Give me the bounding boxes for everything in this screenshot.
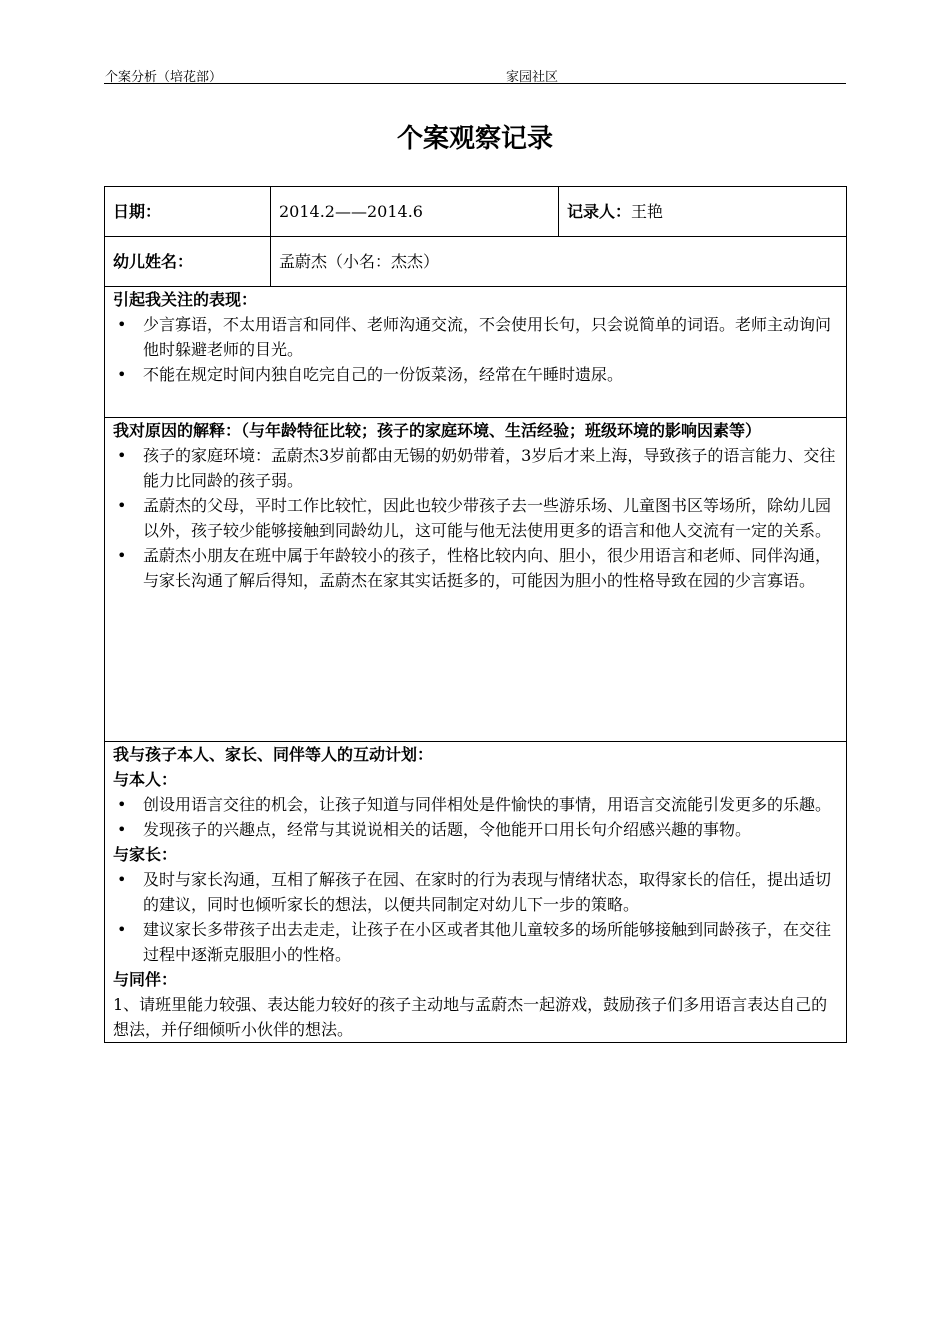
concern-title: 引起我关注的表现： (113, 290, 258, 309)
plan-row (105, 742, 847, 1043)
list-item: • 不能在规定时间内独自吃完自己的一份饭菜汤，经常在午睡时遗尿。 (113, 362, 838, 387)
reason-row (105, 418, 847, 742)
concern-row (105, 287, 847, 418)
list-item: • 及时与家长沟通，互相了解孩子在园、在家时的行为表现与情绪状态，取得家长的信任，提出适切的建议，同时也倾听家长的想法，以便共同制定对幼儿下一步的策略。 (113, 867, 838, 917)
date-row (105, 187, 847, 237)
recorder-cell (559, 187, 847, 237)
plan-peer-title: 与同伴： (113, 970, 178, 989)
page-title: 个案观察记录 (396, 124, 553, 154)
header-divider (104, 83, 846, 84)
recorder-value: 王艳 (631, 202, 664, 221)
reason-cell (105, 418, 847, 742)
name-row (105, 237, 847, 287)
reason-list (113, 443, 838, 593)
concern-cell (105, 287, 847, 418)
child-name-value: 孟蔚杰（小名：杰杰） (271, 237, 847, 287)
plan-parent-list (113, 867, 838, 967)
list-item: • 孟蔚杰小朋友在班中属于年龄较小的孩子，性格比较内向、胆小，很少用语言和老师、同伴沟通，与家长沟通了解后得知，孟蔚杰在家其实话挺多的，可能因为胆小的性格导致在园的少言寡语。 (113, 543, 838, 593)
date-label: 日期： (105, 187, 271, 237)
date-value: 2014.2——2014.6 (271, 187, 559, 237)
list-item: • 创设用语言交往的机会，让孩子知道与同伴相处是件愉快的事情，用语言交流能引发更多的乐趣。 (113, 792, 838, 817)
list-item: • 建议家长多带孩子出去走走，让孩子在小区或者其他儿童较多的场所能够接触到同龄孩子，在交往过程中逐渐克服胆小的性格。 (113, 917, 838, 967)
list-item: • 少言寡语，不太用语言和同伴、老师沟通交流，不会使用长句，只会说简单的词语。老师主动询问他时躲避老师的目光。 (113, 312, 838, 362)
plan-title: 我与孩子本人、家长、同伴等人的互动计划： (113, 745, 434, 764)
plan-peer-text: 1、请班里能力较强、表达能力较好的孩子主动地与孟蔚杰一起游戏，鼓励孩子们多用语言表达自己的想法，并仔细倾听小伙伴的想法。 (113, 995, 828, 1039)
plan-cell (105, 742, 847, 1043)
recorder-label: 记录人： (567, 202, 632, 221)
reason-title: 我对原因的解释：（与年龄特征比较；孩子的家庭环境、生活经验；班级环境的影响因素等） (113, 421, 762, 440)
header-left-text: 个案分析（培花部） (105, 70, 223, 85)
header-center-text: 家园社区 (506, 70, 559, 85)
concern-list (113, 312, 838, 387)
observation-table (104, 186, 847, 1043)
list-item: • 孟蔚杰的父母，平时工作比较忙，因此也较少带孩子去一些游乐场、儿童图书区等场所，除幼儿园以外，孩子较少能够接触到同龄幼儿，这可能与他无法使用更多的语言和他人交流有一定的关系。 (113, 493, 838, 543)
plan-self-title: 与本人： (113, 770, 178, 789)
child-name-label: 幼儿姓名： (105, 237, 271, 287)
list-item: • 孩子的家庭环境：孟蔚杰3岁前都由无锡的奶奶带着，3岁后才来上海，导致孩子的语言能力、交往能力比同龄的孩子弱。 (113, 443, 838, 493)
plan-self-list (113, 792, 838, 842)
plan-parent-title: 与家长： (113, 845, 178, 864)
list-item: • 发现孩子的兴趣点，经常与其说说相关的话题，令他能开口用长句介绍感兴趣的事物。 (113, 817, 838, 842)
